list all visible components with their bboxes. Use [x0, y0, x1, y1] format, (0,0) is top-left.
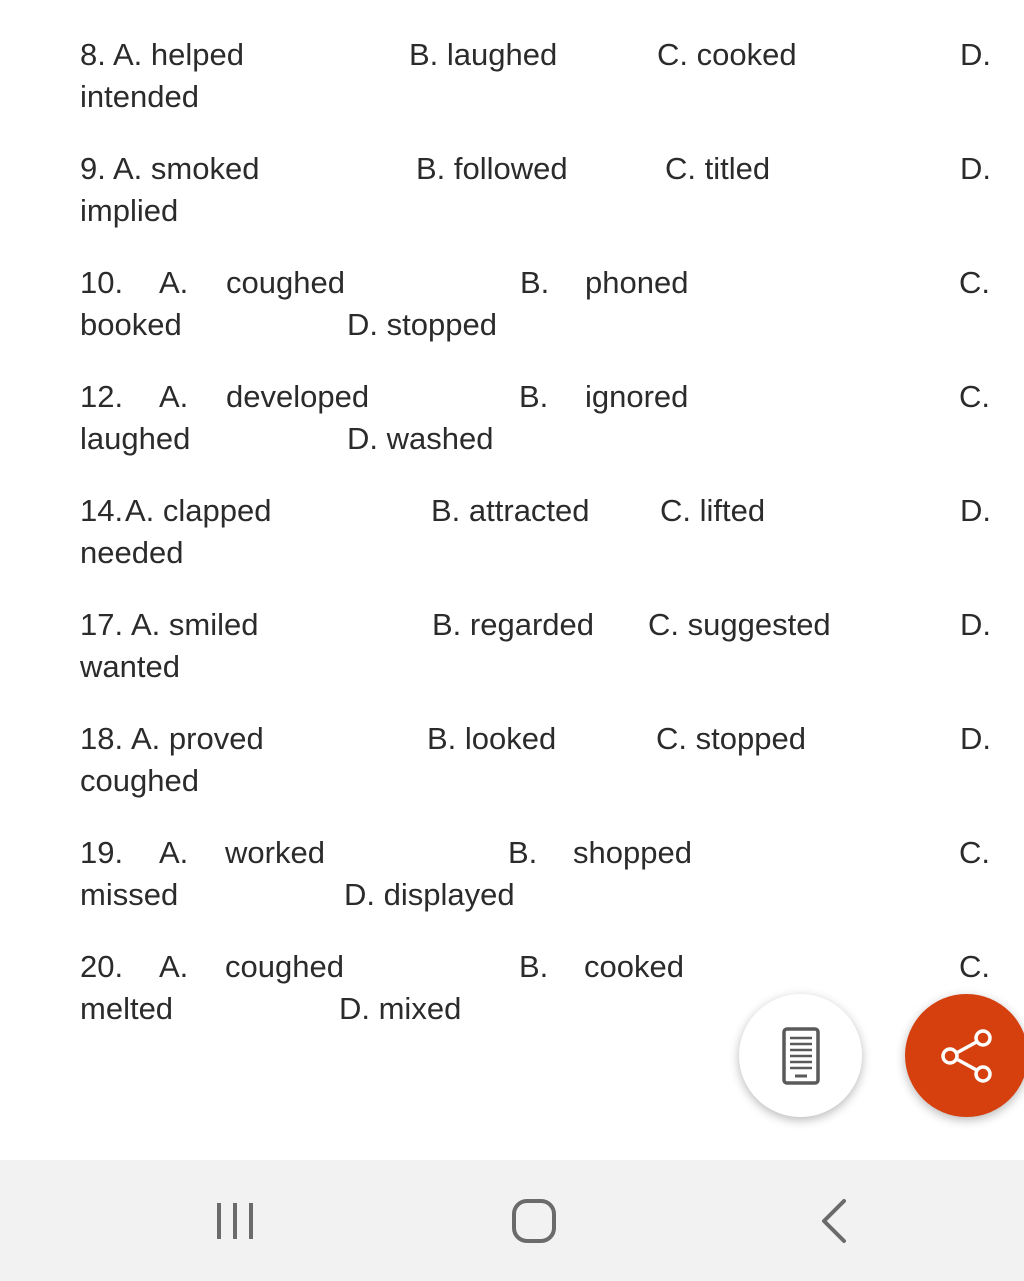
- option-a-word: coughed: [225, 949, 344, 984]
- option-d-word: implied: [80, 193, 179, 228]
- option-c-word: laughed: [80, 421, 191, 456]
- option-d: D. washed: [347, 421, 494, 456]
- option-b-letter: B.: [519, 379, 549, 414]
- question-number: 12.: [80, 379, 124, 414]
- option-d-word: needed: [80, 535, 184, 570]
- option-c: C. lifted: [660, 493, 766, 528]
- option-b: B. regarded: [432, 607, 594, 642]
- option-c: C. titled: [665, 151, 771, 186]
- option-d-word: intended: [80, 79, 199, 114]
- option-a-letter: A.: [159, 265, 189, 300]
- question-number: 9.: [80, 151, 106, 186]
- back-icon: [816, 1197, 852, 1245]
- recents-button[interactable]: [175, 1160, 295, 1281]
- option-c: C. suggested: [648, 607, 831, 642]
- option-b-word: ignored: [585, 379, 689, 414]
- option-d-word: wanted: [80, 649, 180, 684]
- question-number: 20.: [80, 949, 124, 984]
- question-number: 18.: [80, 721, 124, 756]
- option-c-letter: C.: [959, 379, 990, 414]
- option-a-word: worked: [225, 835, 325, 870]
- recents-icon: [213, 1199, 257, 1243]
- option-c: C. cooked: [657, 37, 797, 72]
- option-a: A. clapped: [125, 493, 272, 528]
- navigation-bar: [0, 1160, 1024, 1281]
- option-b-letter: B.: [519, 949, 549, 984]
- option-a: A. proved: [131, 721, 264, 756]
- option-d: D. mixed: [339, 991, 462, 1026]
- option-b-word: cooked: [584, 949, 684, 984]
- option-b: B. followed: [416, 151, 568, 186]
- option-b-word: shopped: [573, 835, 692, 870]
- option-c-word: melted: [80, 991, 174, 1026]
- share-button[interactable]: [905, 994, 1024, 1117]
- question-number: 14.: [80, 493, 124, 528]
- question-number: 19.: [80, 835, 124, 870]
- option-a-word: developed: [226, 379, 370, 414]
- option-a-letter: A.: [159, 835, 189, 870]
- option-d: D. displayed: [344, 877, 515, 912]
- option-b-letter: B.: [508, 835, 538, 870]
- option-d-letter: D.: [960, 151, 991, 186]
- question-number: 17.: [80, 607, 124, 642]
- option-b: B. laughed: [409, 37, 558, 72]
- option-c-word: booked: [80, 307, 182, 342]
- option-d-letter: D.: [960, 493, 991, 528]
- option-d-word: coughed: [80, 763, 199, 798]
- option-d-letter: D.: [960, 721, 991, 756]
- option-c-letter: C.: [959, 265, 990, 300]
- option-a-letter: A.: [159, 949, 189, 984]
- reader-mode-button[interactable]: [739, 994, 862, 1117]
- option-b: B. attracted: [431, 493, 590, 528]
- option-c-word: missed: [80, 877, 179, 912]
- option-a-word: coughed: [226, 265, 345, 300]
- back-button[interactable]: [774, 1160, 894, 1281]
- home-icon: [510, 1197, 558, 1245]
- option-b: B. looked: [427, 721, 557, 756]
- option-c-letter: C.: [959, 835, 990, 870]
- share-icon: [937, 1026, 997, 1086]
- option-b-letter: B.: [520, 265, 550, 300]
- option-d-letter: D.: [960, 607, 991, 642]
- option-a: A. smoked: [113, 151, 260, 186]
- option-b-word: phoned: [585, 265, 689, 300]
- reader-mode-icon: [781, 1026, 821, 1086]
- question-number: 8.: [80, 37, 106, 72]
- home-button[interactable]: [474, 1160, 594, 1281]
- question-number: 10.: [80, 265, 124, 300]
- option-c-letter: C.: [959, 949, 990, 984]
- option-a-letter: A.: [159, 379, 189, 414]
- option-a: A. helped: [113, 37, 244, 72]
- option-d-letter: D.: [960, 37, 991, 72]
- option-d: D. stopped: [347, 307, 497, 342]
- option-a: A. smiled: [131, 607, 259, 642]
- option-c: C. stopped: [656, 721, 806, 756]
